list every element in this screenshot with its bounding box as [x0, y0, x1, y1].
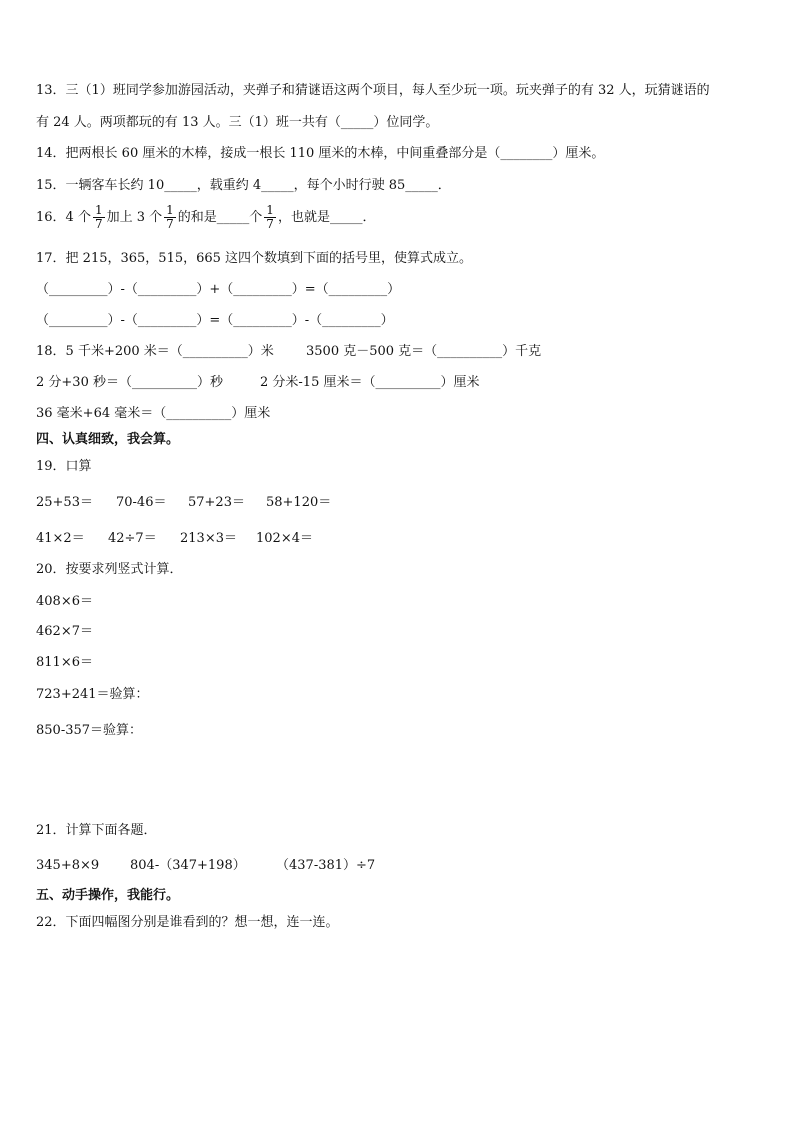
section-5-heading: 五、动手操作，我能行。: [36, 888, 180, 903]
calc-item: （437-381）÷7: [276, 858, 376, 873]
oral-calc-item: 42÷7＝: [108, 531, 157, 546]
question-16-part-4: ，也就是_____．: [277, 210, 376, 225]
question-22: 22．下面四幅图分别是谁看到的？想一想，连一连。: [36, 915, 339, 930]
calc-item: 804-（347+198）: [130, 858, 246, 873]
oral-calc-item: 213×3＝: [180, 531, 237, 546]
question-18-e: 36 毫米+64 毫米＝（__________）厘米: [36, 406, 271, 421]
question-14: 14．把两根长 60 厘米的木棒，接成一根长 110 厘米的木棒，中间重叠部分是（________）厘米。: [36, 146, 605, 161]
vertical-calc-item: 408×6＝: [36, 594, 93, 609]
fraction-one-seventh: $\frac{1}{7}$: [166, 203, 174, 231]
question-19-stem: 19．口算: [36, 459, 92, 474]
vertical-calc-item: 811×6＝: [36, 655, 93, 670]
question-16-part-1: 16．4 个: [36, 210, 91, 225]
oral-calc-item: 102×4＝: [256, 531, 313, 546]
question-15: 15．一辆客车长约 10_____，载重约 4_____，每个小时行驶 85_____．: [36, 178, 451, 193]
question-17-row-1: （_________）-（_________）+（_________）=（_________）: [36, 282, 401, 297]
question-20-stem: 20．按要求列竖式计算．: [36, 562, 183, 577]
question-17-row-2: （_________）-（_________）=（_________）-（_________）: [36, 313, 394, 328]
oral-calc-item: 58+120＝: [266, 495, 332, 510]
oral-calc-item: 70-46＝: [116, 495, 167, 510]
vertical-calc-item: 462×7＝: [36, 624, 93, 639]
question-16: [36, 203, 375, 233]
question-16-part-2: 加上 3 个: [106, 210, 163, 225]
vertical-calc-item: 723+241＝验算：: [36, 687, 149, 702]
question-21-stem: 21．计算下面各题．: [36, 823, 157, 838]
question-18-a: 18．5 千米+200 米＝（__________）米: [36, 344, 274, 359]
fraction-one-seventh: $\frac{1}{7}$: [266, 203, 274, 231]
question-17-stem: 17．把 215，365，515，665 这四个数填到下面的括号里，使算式成立。: [36, 251, 473, 266]
oral-calc-item: 57+23＝: [188, 495, 245, 510]
oral-calc-item: 41×2＝: [36, 531, 85, 546]
oral-calc-item: 25+53＝: [36, 495, 93, 510]
question-18-b: 3500 克－500 克＝（__________）千克: [306, 344, 542, 359]
question-16-part-3: 的和是_____个: [177, 210, 263, 225]
section-4-heading: 四、认真细致，我会算。: [36, 432, 180, 447]
question-13-line-2: 有 24 人。两项都玩的有 13 人。三（1）班一共有（_____）位同学。: [36, 115, 439, 130]
question-13-line-1: 13．三（1）班同学参加游园活动，夹弹子和猜谜语这两个项目，每人至少玩一项。玩夹弹子的有 32 人，玩猜谜语的: [36, 83, 710, 98]
calc-item: 345+8×9: [36, 858, 100, 873]
question-18-d: 2 分米-15 厘米＝（__________）厘米: [260, 375, 480, 390]
question-18-c: 2 分+30 秒＝（__________）秒: [36, 375, 223, 390]
vertical-calc-item: 850-357＝验算：: [36, 723, 143, 738]
fraction-one-seventh: $\frac{1}{7}$: [94, 203, 103, 231]
